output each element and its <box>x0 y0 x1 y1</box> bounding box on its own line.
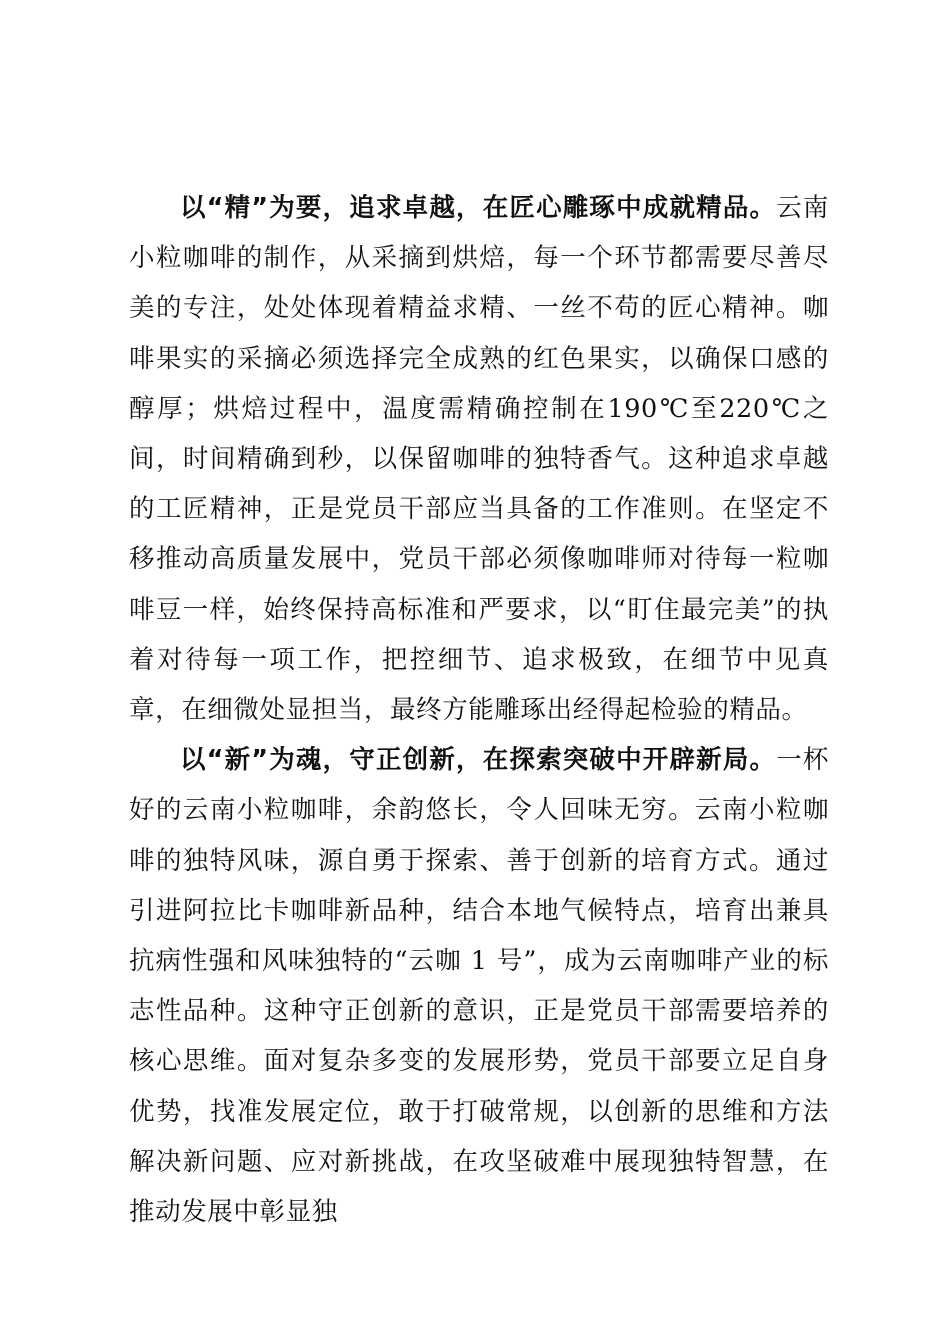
paragraph-heading: 以“精”为要，追求卓越，在匠心雕琢中成就精品。 <box>180 193 777 223</box>
paragraph-heading: 以“新”为魂，守正创新，在探索突破中开辟新局。 <box>180 745 777 776</box>
paragraph-text: 云南小粒咖啡的制作，从采摘到烘焙，每一个环节都需要尽善尽美的专注，处处体现着精益求精、一丝不苟的匠心精神。咖啡果实的采摘必须选择完全成熟的红色果实，以确保口感的醇厚；烘焙过程中，温度需精确控制在190℃至220℃之间，时间精确到秒，以保留咖啡的独特香气。这种追求卓越的工匠精神，正是党员干部应当具备的工作准则。在坚定不移推动高质量发展中，党员干部必须像咖啡师对待每一粒咖啡豆一样，始终保持高标准和严要求，以“盯住最完美”的执着对待每一项工作，把控细节、追求极致，在细节中见真章，在细微处显担当，最终方能雕琢出经得起检验的精品。 <box>129 193 830 726</box>
paragraph-text: 一杯好的云南小粒咖啡，余韵悠长，令人回味无穷。云南小粒咖啡的独特风味，源自勇于探索、善于创新的培育方式。通过引进阿拉比卡咖啡新品种，结合本地气候特点，培育出兼具抗病性强和风味独特的“云咖 1 号”，成为云南咖啡产业的标志性品种。这种守正创新的意识，正是党员干部需要培养的核心思维。面对复杂多变的发展形势，党员干部要立足自身优势，找准发展定位，敢于打破常规，以创新的思维和方法解决新问题、应对新挑战，在攻坚破难中展现独特智慧，在推动发展中彰显独 <box>129 745 830 1228</box>
paragraph-precision <box>129 183 829 735</box>
document-body <box>129 183 829 1237</box>
paragraph-innovation <box>129 735 829 1237</box>
